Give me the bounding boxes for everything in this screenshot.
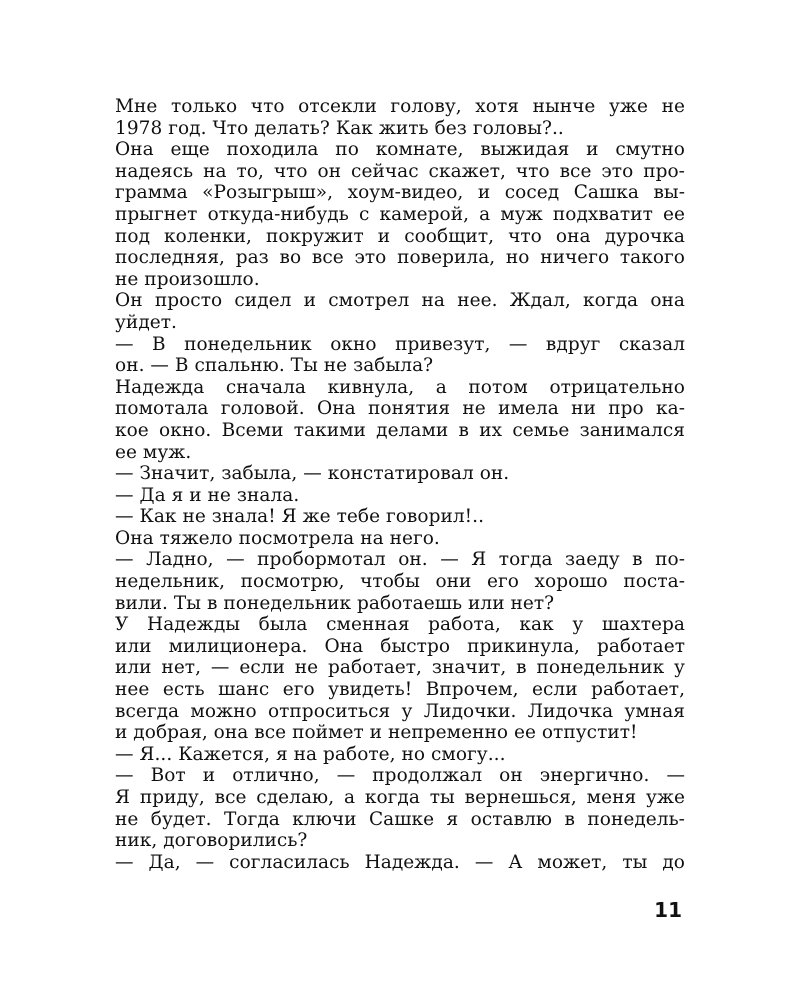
text-line: вили. Ты в понедельник работаешь или нет? — [115, 592, 555, 614]
text-line: Она тяжело посмотрела на него. — [115, 527, 440, 549]
text-line: ее муж. — [115, 441, 192, 463]
text-line: он. — В спальню. Ты не забыла? — [115, 355, 434, 377]
text-line: — Я... Кажется, я на работе, но смогу... — [115, 743, 506, 765]
text-line: — Ладно, — пробормотал он. — Я тогда заеду в по- — [115, 549, 685, 571]
body-text — [115, 96, 685, 873]
page-number: 11 — [654, 898, 682, 922]
text-line: — Значит, забыла, — констатировал он. — [115, 463, 510, 485]
text-line: или милиционера. Она быстро прикинула, работает — [115, 635, 685, 657]
text-line: Мне только что отсекли голову, хотя нынче уже не — [115, 96, 685, 117]
text-line: — Да, — согласилась Надежда. — А может, ты до — [115, 851, 685, 873]
text-line: кое окно. Всеми такими делами в их семье занимался — [115, 419, 685, 441]
text-line: ник, договорились? — [115, 830, 308, 852]
text-line: У Надежды была сменная работа, как у шахтера — [115, 614, 685, 636]
text-line: нее есть шанс его увидеть! Впрочем, если работает, — [115, 679, 685, 701]
text-line: надеясь на то, что он сейчас скажет, что все это про- — [115, 160, 685, 182]
text-line: Надежда сначала кивнула, а потом отрицательно — [115, 376, 685, 398]
text-line: Он просто сидел и смотрел на нее. Ждал, когда она — [115, 290, 685, 312]
text-line: помотала головой. Она понятия не имела ни про ка- — [115, 398, 685, 420]
text-line: Я приду, все сделаю, а когда ты вернешься, меня уже — [115, 787, 685, 808]
text-line: — Да я и не знала. — [115, 484, 300, 506]
text-line: грамма «Розыгрыш», хоум-видео, и сосед Сашка вы- — [115, 182, 685, 204]
text-line: — В понедельник окно привезут, — вдруг сказал — [115, 333, 685, 355]
text-line: недельник, посмотрю, чтобы они его хорошо поста- — [115, 571, 685, 593]
text-line: или нет, — если не работает, значит, в понедельник у — [115, 657, 685, 679]
text-line: всегда можно отпроситься у Лидочки. Лидочка умная — [115, 700, 685, 722]
text-line: и добрая, она все поймет и непременно ее отпустит! — [115, 722, 638, 744]
text-line: под коленки, покружит и сообщит, что она дурочка — [115, 225, 685, 247]
text-line: 1978 год. Что делать? Как жить без головы?.. — [115, 117, 564, 139]
text-line: — Вот и отлично, — продолжал он энергично. — — [115, 765, 685, 787]
text-line: Она еще походила по комнате, выжидая и смутно — [115, 139, 685, 161]
text-line: последняя, раз во все это поверила, но ничего такого — [115, 247, 685, 269]
text-line: — Как не знала! Я же тебе говорил!.. — [115, 506, 484, 528]
text-line: не произошло. — [115, 268, 260, 290]
text-line: уйдет. — [115, 311, 177, 333]
text-line: прыгнет откуда-нибудь с камерой, а муж подхватит ее — [115, 203, 685, 225]
text-line: не будет. Тогда ключи Сашке я оставлю в понедель- — [115, 808, 685, 830]
